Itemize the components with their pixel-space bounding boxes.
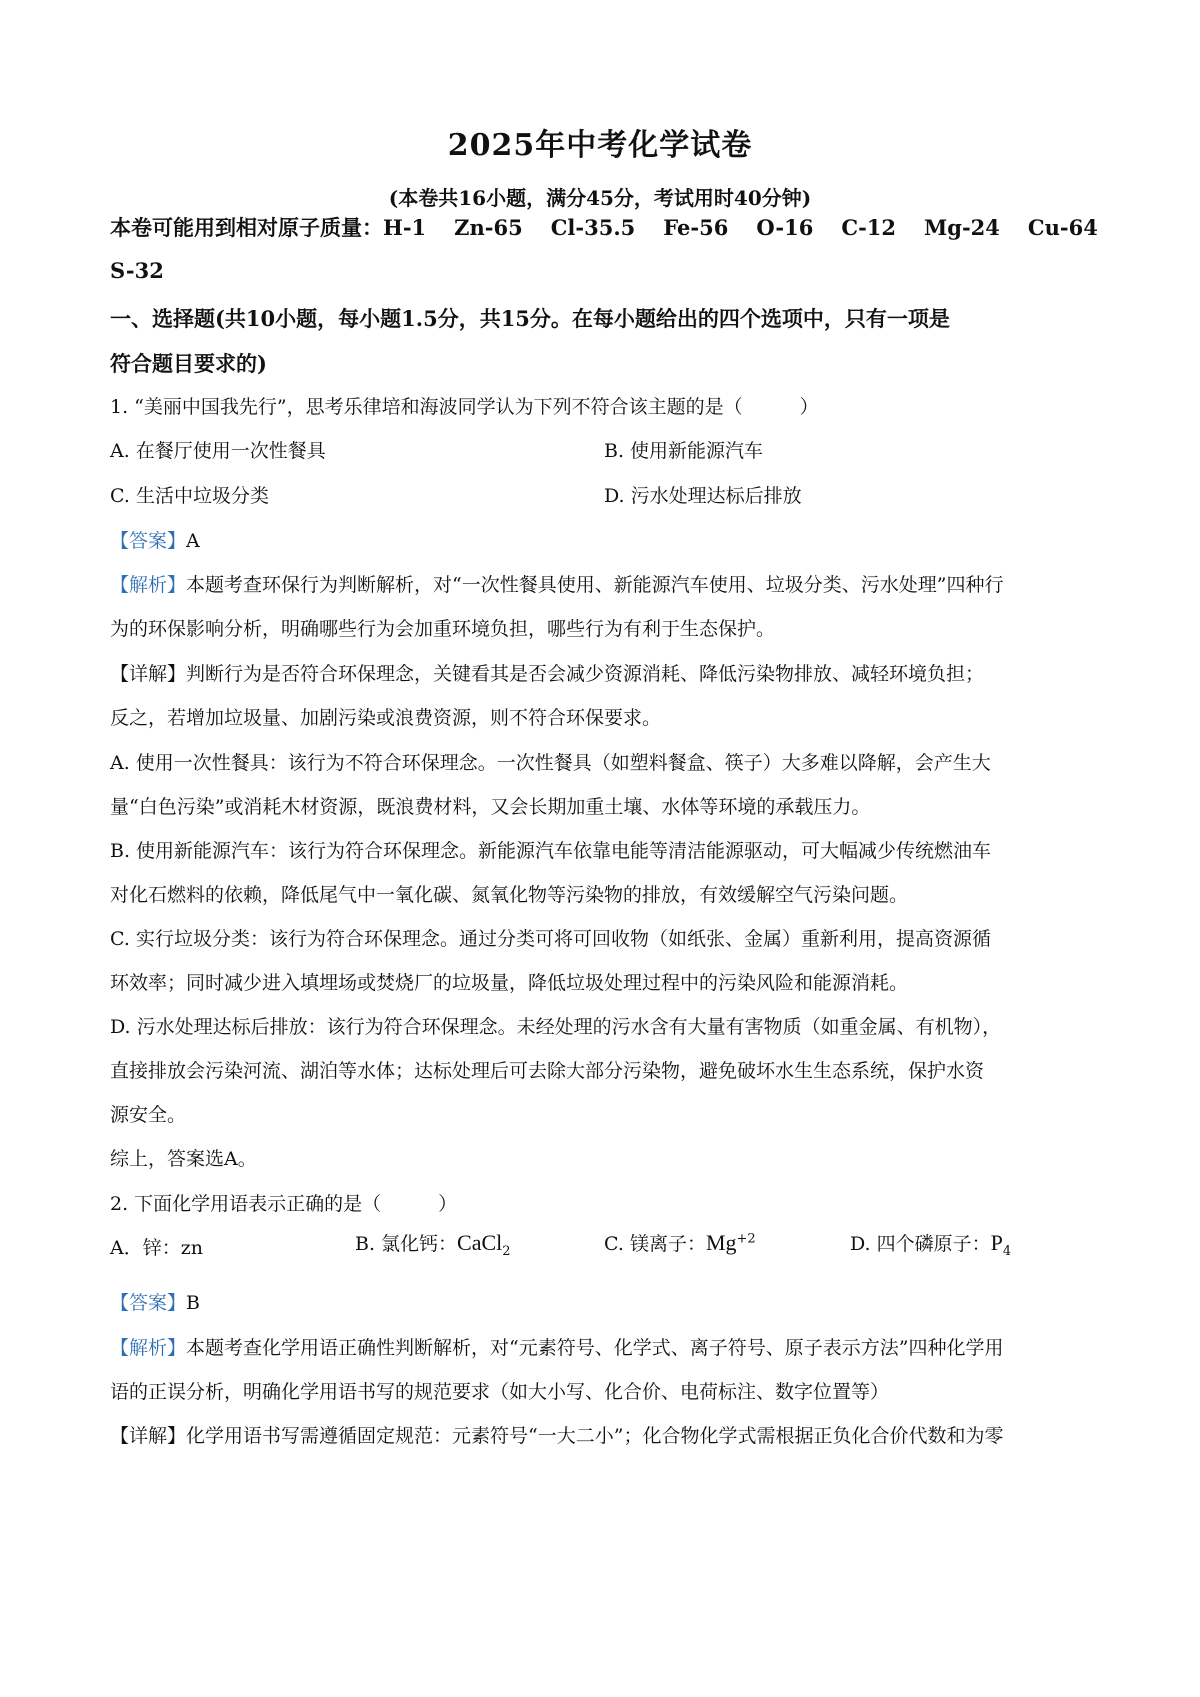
question-2-option-c: [604, 1229, 756, 1256]
question-1-option-c: C. 生活中垃圾分类: [110, 485, 269, 507]
atomic-mass-label: 本卷可能用到相对原子质量：: [110, 215, 383, 240]
atomic-mass-item: Fe-56: [663, 215, 729, 240]
section-heading: 一、选择题(共10小题，每小题1.5分，共15分。在每小题给出的四个选项中，只有一项是: [110, 306, 950, 331]
question-2-answer: [110, 1288, 200, 1315]
option-c-label: C. 镁离子：: [604, 1233, 706, 1255]
question-1-option-a: A. 在餐厅使用一次性餐具: [110, 440, 326, 462]
analysis-tag: 【解析】: [110, 1337, 187, 1359]
question-1-analysis-cont: 为的环保影响分析，明确哪些行为会加重环境负担，哪些行为有利于生态保护。: [110, 618, 776, 640]
atomic-mass-line: [110, 212, 1098, 242]
question-1-explain-b: B. 使用新能源汽车：该行为符合环保理念。新能源汽车依靠电能等清洁能源驱动，可大幅减少传统燃油车: [110, 840, 992, 862]
question-1-explain-a: A. 使用一次性餐具：该行为不符合环保理念。一次性餐具（如塑料餐盒、筷子）大多难以降解，会产生大: [110, 752, 991, 774]
answer-value: A: [186, 530, 200, 552]
question-1-explain-c: C. 实行垃圾分类：该行为符合环保理念。通过分类可将可回收物（如纸张、金属）重新利用，提高资源循: [110, 928, 991, 950]
atomic-mass-item: Cu-64: [1027, 215, 1098, 240]
answer-value: B: [186, 1292, 200, 1314]
question-1-answer: [110, 526, 200, 553]
option-a-formula: zn: [180, 1237, 203, 1259]
question-1-explain-b-cont: 对化石燃料的依赖，降低尾气中一氧化碳、氮氧化物等污染物的排放，有效缓解空气污染问题。: [110, 884, 909, 906]
option-a-label: A．锌：: [110, 1237, 181, 1259]
answer-tag: 【答案】: [110, 1292, 187, 1314]
detail-tag: 【详解】: [110, 663, 187, 685]
atomic-mass-item: H-1: [383, 215, 427, 240]
question-2-detail: [110, 1421, 1003, 1448]
question-2-option-a: [110, 1233, 203, 1260]
atomic-mass-item-last: S-32: [110, 258, 164, 283]
question-1-explain-a-cont: 量“白色污染”或消耗木材资源，既浪费材料，又会长期加重土壤、水体等环境的承载压力。: [110, 796, 871, 818]
option-c-formula: Mg: [705, 1230, 737, 1255]
question-2-analysis-cont: 语的正误分析，明确化学用语书写的规范要求（如大小写、化合价、电荷标注、数字位置等）: [110, 1381, 890, 1403]
analysis-text: 本题考查化学用语正确性判断解析，对“元素符号、化学式、离子符号、原子表示方法”四种化学用: [186, 1337, 1004, 1359]
analysis-text: 本题考查环保行为判断解析，对“一次性餐具使用、新能源汽车使用、垃圾分类、污水处理”四种行: [186, 574, 1004, 596]
detail-text: 化学用语书写需遵循固定规范：元素符号“一大二小”；化合物化学式需根据正负化合价代数和为零: [186, 1425, 1004, 1447]
detail-text: 判断行为是否符合环保理念，关键看其是否会减少资源消耗、降低污染物排放、减轻环境负担；: [186, 663, 985, 685]
question-2-option-b: [355, 1229, 511, 1259]
option-b-formula: CaCl: [457, 1230, 503, 1255]
question-2-analysis: [110, 1333, 1003, 1360]
question-1-detail: [110, 659, 984, 686]
question-1-explain-d-cont: 直接排放会污染河流、湖泊等水体；达标处理后可去除大部分污染物，避免破坏水生生态系统，保护水资: [110, 1060, 985, 1082]
question-1-option-d: D. 污水处理达标后排放: [604, 485, 802, 507]
question-1-detail-cont: 反之，若增加垃圾量、加剧污染或浪费资源，则不符合环保要求。: [110, 707, 662, 729]
section-heading-cont: 符合题目要求的): [110, 351, 267, 376]
page-subtitle: (本卷共16小题，满分45分，考试用时40分钟): [388, 186, 812, 210]
question-2-option-d: [850, 1229, 1011, 1259]
option-d-label: D. 四个磷原子：: [850, 1233, 991, 1255]
question-2-stem: 2. 下面化学用语表示正确的是（ ）: [110, 1193, 458, 1215]
option-d-formula: P: [990, 1230, 1003, 1255]
atomic-mass-item: Zn-65: [454, 215, 523, 240]
option-b-label: B. 氯化钙：: [355, 1233, 458, 1255]
question-1-summary: 综上，答案选A。: [110, 1148, 257, 1170]
answer-tag: 【答案】: [110, 530, 187, 552]
question-1-explain-c-cont: 环效率；同时减少进入填埋场或焚烧厂的垃圾量，降低垃圾处理过程中的污染风险和能源消耗。: [110, 972, 909, 994]
question-1-explain-d: D. 污水处理达标后排放：该行为符合环保理念。未经处理的污水含有大量有害物质（如重金属、有机物），: [110, 1016, 1002, 1038]
page-title: 2025年中考化学试卷: [447, 128, 753, 163]
option-c-superscript: +2: [736, 1231, 756, 1247]
option-d-subscript: 4: [1002, 1243, 1012, 1259]
atomic-mass-item: O-16: [756, 215, 814, 240]
question-1-stem: 1. “美丽中国我先行”，思考乐律培和海波同学认为下列不符合该主题的是（ ）: [110, 396, 819, 418]
question-1-explain-d-cont2: 源安全。: [110, 1104, 187, 1126]
detail-tag: 【详解】: [110, 1425, 187, 1447]
atomic-mass-item: Cl-35.5: [550, 215, 636, 240]
analysis-tag: 【解析】: [110, 574, 187, 596]
atomic-mass-item: Mg-24: [924, 215, 1000, 240]
question-1-analysis: [110, 570, 1003, 597]
question-1-option-b: B. 使用新能源汽车: [604, 440, 764, 462]
atomic-mass-item: C-12: [841, 215, 897, 240]
option-b-subscript: 2: [502, 1243, 511, 1259]
